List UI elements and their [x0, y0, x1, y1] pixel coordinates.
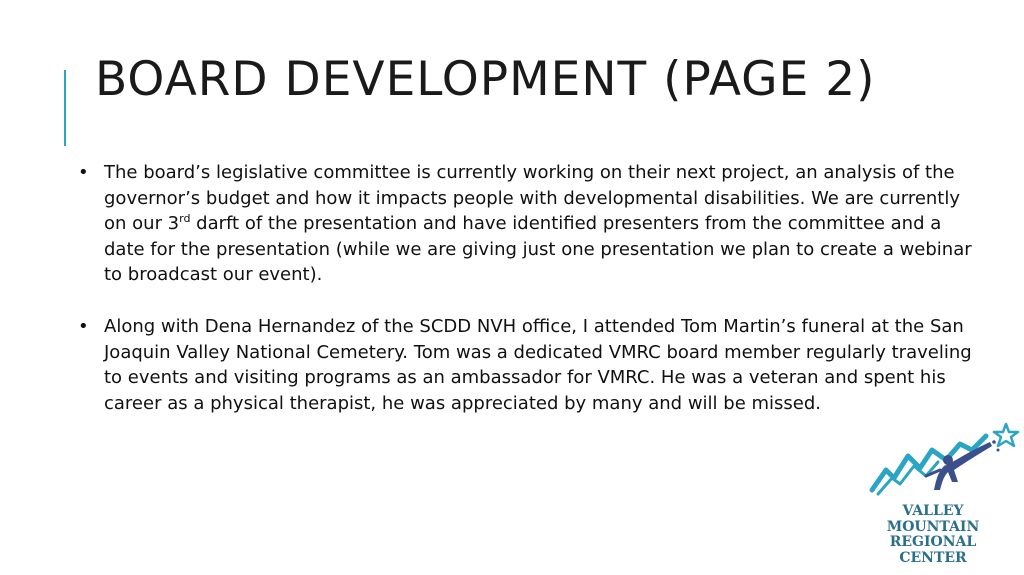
- bullet-item-funeral: [72, 314, 982, 416]
- logo-line: MOUNTAIN: [886, 518, 980, 535]
- logo-line: VALLEY: [902, 503, 964, 519]
- bullet-list: [72, 160, 982, 416]
- ordinal-superscript: rd: [179, 212, 191, 226]
- logo-line: REGIONAL: [889, 534, 977, 550]
- title-accent-line: [64, 70, 66, 146]
- bullet-text-part: The board’s legislative committee is currently working on their next project, an analysis of the governor’s budget and how it impacts people with developmental disabilities. We are currently on our 3: [104, 162, 961, 235]
- logo-wordmark: [868, 504, 998, 566]
- bullet-item-legislative-committee: [72, 160, 982, 288]
- bullet-marker: •: [78, 162, 89, 183]
- bullet-text-part: darft of the presentation and have identified presenters from the committee and a date for the presentation (while we are giving just one presentation we plan to create a webinar to broadcast our event).: [104, 213, 972, 286]
- bullet-marker: •: [78, 315, 89, 337]
- bullet-text: Along with Dena Hernandez of the SCDD NVH office, I attended Tom Martin’s funeral at the San Joaquin Valley National Cemetery. Tom was a dedicated VMRC board member regularly traveling to events and visiting programs as an ambassador for VMRC. He was a veteran and spent his career as a physical therapist, he was appreciated by many and will be missed.: [104, 315, 972, 414]
- vmrc-logo: [868, 420, 1020, 570]
- mountain-figure-star-icon: [868, 420, 1020, 500]
- logo-line: CENTER: [899, 549, 967, 566]
- slide-title: BOARD DEVELOPMENT (PAGE 2): [95, 52, 876, 107]
